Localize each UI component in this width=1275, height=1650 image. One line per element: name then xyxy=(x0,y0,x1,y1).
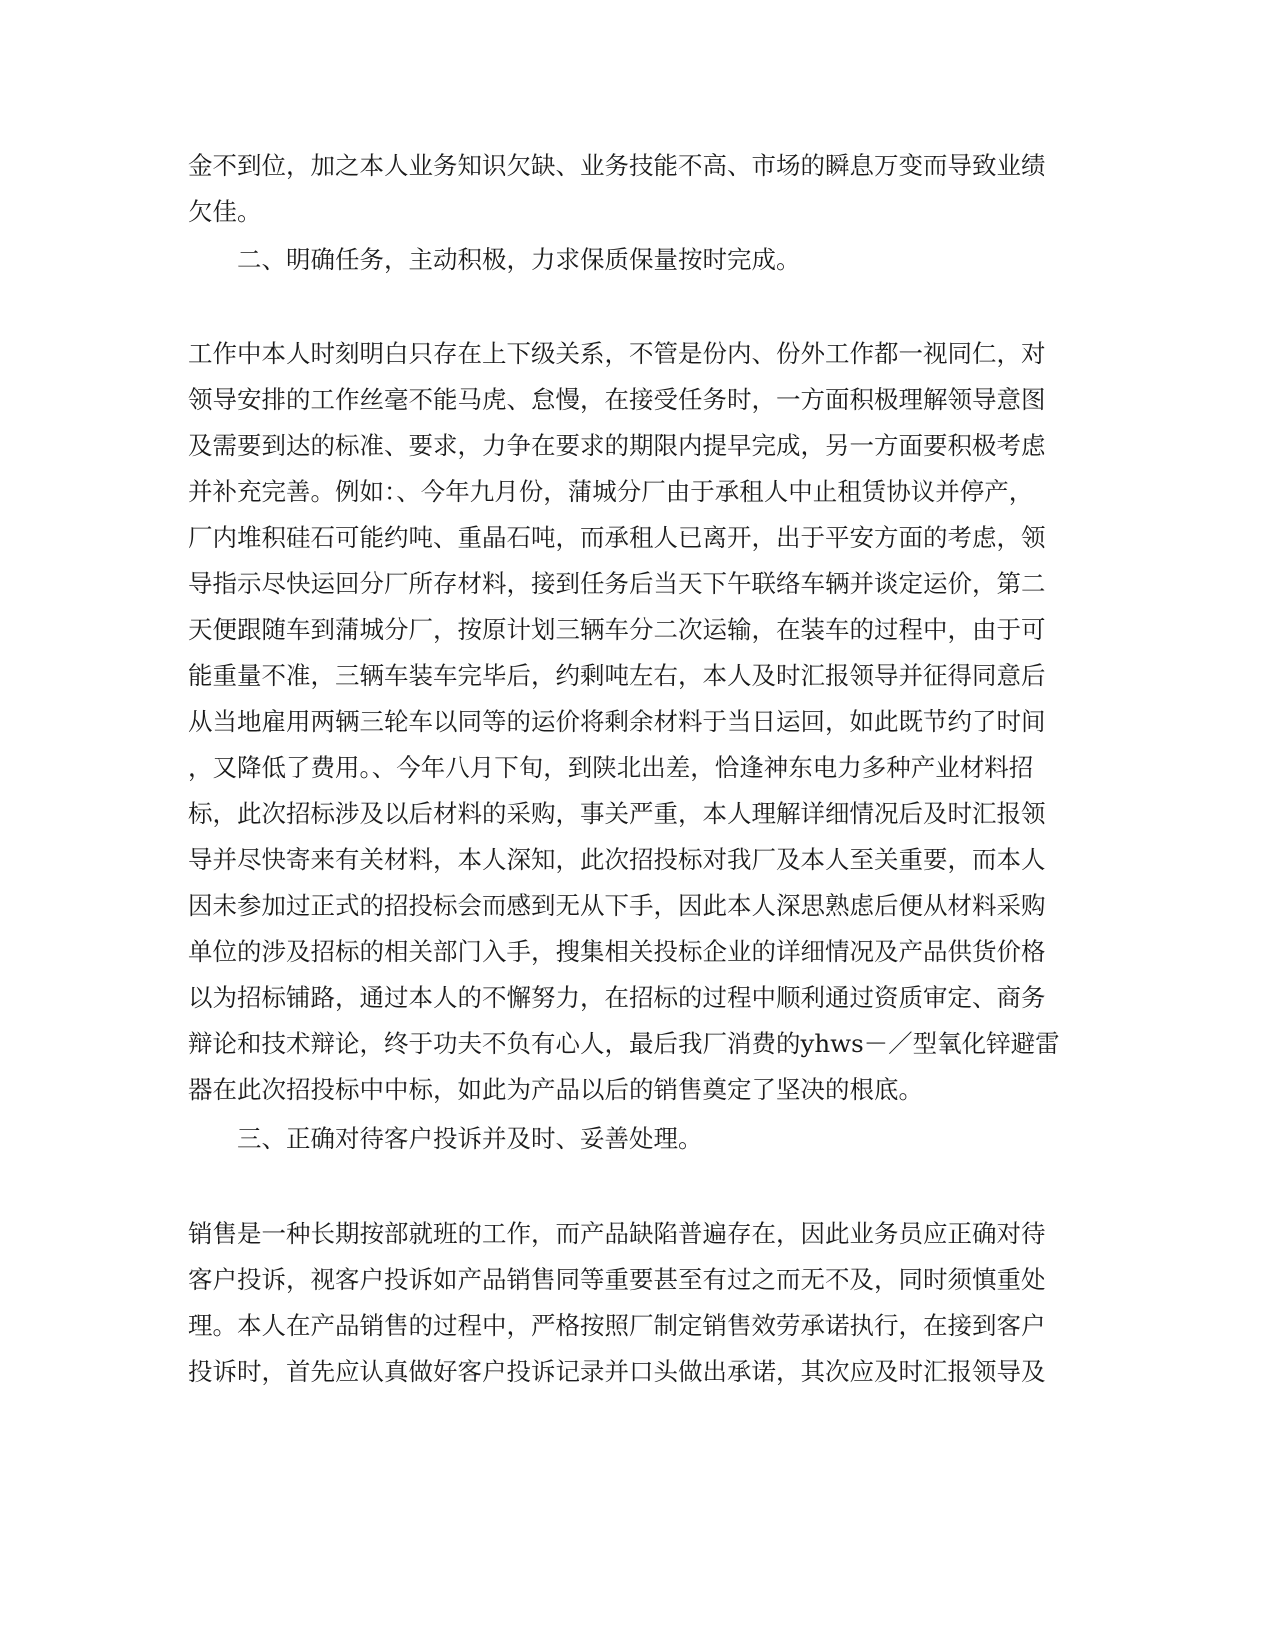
body-text-line: 投诉时，首先应认真做好客户投诉记录并口头做出承诺，其次应及时汇报领导及 xyxy=(188,1357,1046,1386)
body-text-line: 金不到位，加之本人业务知识欠缺、业务技能不高、市场的瞬息万变而导致业绩 xyxy=(188,151,1046,180)
body-text-line: 欠佳。 xyxy=(188,197,262,226)
body-text-line: 因未参加过正式的招投标会而感到无从下手，因此本人深思熟虑后便从材料采购 xyxy=(188,891,1046,920)
body-text-line: 理。本人在产品销售的过程中，严格按照厂制定销售效劳承诺执行，在接到客户 xyxy=(188,1311,1046,1340)
body-text-line: 厂内堆积硅石可能约吨、重晶石吨，而承租人已离开，出于平安方面的考虑，领 xyxy=(188,523,1046,552)
body-text-line: 领导安排的工作丝毫不能马虎、怠慢，在接受任务时，一方面积极理解领导意图 xyxy=(188,385,1046,414)
body-text-line: 从当地雇用两辆三轮车以同等的运价将剩余材料于当日运回，如此既节约了时间 xyxy=(188,707,1046,736)
body-text-line: 器在此次招投标中中标，如此为产品以后的销售奠定了坚决的根底。 xyxy=(188,1075,923,1104)
body-text-line: 并补充完善。例如：、今年九月份，蒲城分厂由于承租人中止租赁协议并停产， xyxy=(188,477,1034,506)
body-text-line: 及需要到达的标准、要求，力争在要求的期限内提早完成，另一方面要积极考虑 xyxy=(188,431,1046,460)
body-text-line: 以为招标铺路，通过本人的不懈努力，在招标的过程中顺利通过资质审定、商务 xyxy=(188,983,1046,1012)
body-text-line: 标，此次招标涉及以后材料的采购，事关严重，本人理解详细情况后及时汇报领 xyxy=(188,799,1046,828)
body-text-line: 导并尽快寄来有关材料，本人深知，此次招投标对我厂及本人至关重要，而本人 xyxy=(188,845,1046,874)
section-heading-2: 二、明确任务，主动积极，力求保质保量按时完成。 xyxy=(237,245,801,274)
body-text-line: 客户投诉，视客户投诉如产品销售同等重要甚至有过之而无不及，同时须慎重处 xyxy=(188,1265,1046,1294)
body-text-line: 工作中本人时刻明白只存在上下级关系，不管是份内、份外工作都一视同仁，对 xyxy=(188,339,1046,368)
body-text-line: 能重量不准，三辆车装车完毕后，约剩吨左右，本人及时汇报领导并征得同意后 xyxy=(188,661,1046,690)
section-heading-3: 三、正确对待客户投诉并及时、妥善处理。 xyxy=(237,1124,703,1153)
body-text-line: 导指示尽快运回分厂所存材料，接到任务后当天下午联络车辆并谈定运价，第二 xyxy=(188,569,1046,598)
body-text-line: 辩论和技术辩论，终于功夫不负有心人，最后我厂消费的yhws－／型氧化锌避雷 xyxy=(188,1029,1060,1058)
body-text-line: 天便跟随车到蒲城分厂，按原计划三辆车分二次运输，在装车的过程中，由于可 xyxy=(188,615,1046,644)
body-text-line: 单位的涉及招标的相关部门入手，搜集相关投标企业的详细情况及产品供货价格 xyxy=(188,937,1046,966)
body-text-line: 销售是一种长期按部就班的工作，而产品缺陷普遍存在，因此业务员应正确对待 xyxy=(188,1219,1046,1248)
body-text-line: ，又降低了费用。、今年八月下旬，到陕北出差，恰逢神东电力多种产业材料招 xyxy=(188,753,1034,782)
